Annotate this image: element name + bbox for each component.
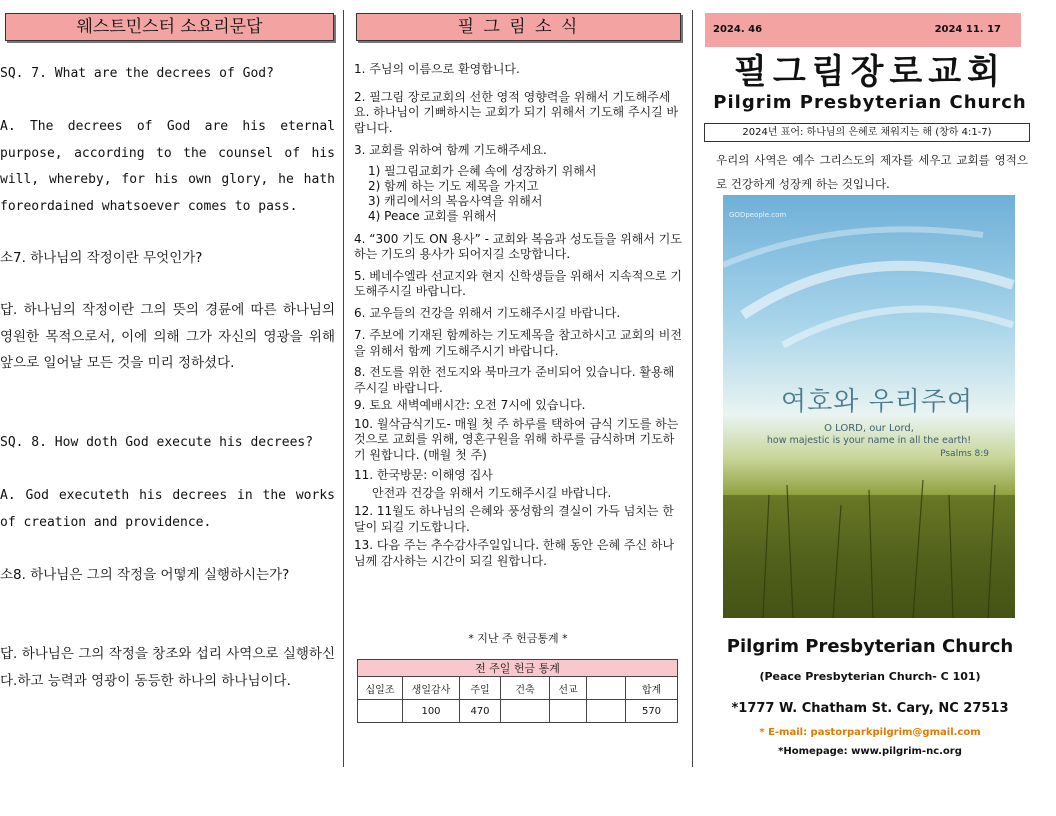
- table-header-cell: 선교: [550, 677, 587, 700]
- table-header-cell: 합계: [626, 677, 678, 700]
- q8-english: SQ. 8. How doth God execute his decrees?: [0, 435, 314, 450]
- photo-verse-line1: O LORD, our Lord,: [824, 423, 914, 434]
- footer-church-name: Pilgrim Presbyterian Church: [726, 636, 1014, 657]
- news-list: [354, 62, 682, 569]
- news-item-2: 2. 필그림 장로교회의 선한 영적 영향력을 위해서 기도해주세요. 하나님이 기뻐하시는 교회가 되기 위해서 기도해 주시길 바랍니다.: [354, 89, 679, 135]
- motto-text: 2024년 표어: 하나님의 은혜로 채워지는 해 (창하 4:1-7): [742, 127, 992, 138]
- table-header-cell: [587, 677, 626, 700]
- news-item-12: 12. 11월도 하나님의 은혜와 풍성함의 결실이 가득 넘치는 한 달이 되길 기도합니다.: [354, 504, 674, 534]
- issue-date: 2024 11. 17: [934, 24, 1001, 35]
- news-item-5: 5. 베네수엘라 선교지와 현지 신학생들을 위해서 지속적으로 기도해주시길 바랍니다.: [354, 268, 682, 298]
- motto-box: [704, 123, 1030, 142]
- cover-photo: [723, 195, 1015, 618]
- a7-english: A. The decrees of God are his eternal purpose, according to the counsel of his will, whereby, for his own glory, he hath foreordained whatsoever comes to pass.: [0, 119, 335, 214]
- table-value-cell: 570: [626, 700, 678, 723]
- news-item-4: 4. “300 기도 ON 용사” - 교회와 복음과 성도들을 위해서 기도하는 기도의 용사가 되어지길 소망합니다.: [354, 231, 682, 261]
- table-value-cell: [358, 700, 403, 723]
- footer-subtitle: (Peace Presbyterian Church- C 101): [759, 670, 981, 683]
- mission-statement: 우리의 사역은 예수 그리스도의 제자를 세우고 교회를 영적으로 건강하게 성장케 하는 것입니다.: [716, 153, 1028, 191]
- offering-table-caption: 전 주일 헌금 통계: [358, 660, 678, 677]
- church-name-korean: 필그림장로교회: [734, 52, 1006, 92]
- news-title-box: [356, 13, 681, 41]
- column-divider-right: [692, 10, 693, 767]
- table-header-cell: 십일조: [358, 677, 403, 700]
- news-item-8: 8. 전도를 위한 전도지와 북마크가 준비되어 있습니다. 활용해 주시길 바랍니다.: [354, 365, 675, 395]
- news-subitem-3: 3) 캐리에서의 복음사역을 위해서: [368, 193, 543, 208]
- news-item-10: 10. 월삭금식기도- 매월 첫 주 하루를 택하여 금식 기도를 하는 것으로 교회를 위해, 영혼구원을 위해 하루를 금식하며 기도하기 원합니다. (매월 첫 주): [354, 416, 679, 462]
- table-header-cell: 주일: [460, 677, 501, 700]
- news-item-13: 13. 다음 주는 추수감사주일입니다. 한해 동안 은혜 주신 하나님께 감사하는 시간이 되길 원합니다.: [354, 538, 675, 568]
- table-value-cell: [501, 700, 550, 723]
- q7-korean: 소7. 하나님의 작정이란 무엇인가?: [0, 250, 203, 266]
- a8-english: A. God executeth his decrees in the works of creation and providence.: [0, 488, 335, 530]
- issue-date-banner: [705, 13, 1021, 47]
- offering-note: * 지난 주 헌금통계 *: [468, 632, 568, 645]
- catechism-title: 웨스트민스터 소요리문답: [76, 17, 263, 37]
- news-item-11-detail: 안전과 건강을 위해서 기도해주시길 바랍니다.: [372, 485, 612, 500]
- photo-verse-ref: Psalms 8:9: [940, 449, 989, 459]
- homepage-link[interactable]: *Homepage: www.pilgrim-nc.org: [778, 746, 962, 757]
- email-link[interactable]: * E-mail: pastorparkpilgrim@gmail.com: [759, 727, 981, 738]
- church-address: *1777 W. Chatham St. Cary, NC 27513: [731, 701, 1009, 716]
- table-header-cell: 건축: [501, 677, 550, 700]
- photo-verse-line2: how majestic is your name in all the earth!: [766, 435, 972, 446]
- photo-calligraphy: 여호와 우리주여: [781, 387, 974, 417]
- news-item-9: 9. 토요 새벽예배시간: 오전 7시에 있습니다.: [354, 398, 586, 412]
- news-item-7: 7. 주보에 기재된 함께하는 기도제목을 참고하시고 교회의 비전을 위해서 함께 기도해주시기 바랍니다.: [354, 328, 682, 358]
- table-value-cell: [587, 700, 626, 723]
- catechism-title-box: [5, 13, 334, 41]
- table-header-cell: 생일감사: [403, 677, 460, 700]
- news-item-6: 6. 교우들의 건강을 위해서 기도해주시길 바랍니다.: [354, 305, 621, 320]
- table-value-cell: 100: [403, 700, 460, 723]
- news-item-1: 1. 주님의 이름으로 환영합니다.: [354, 62, 520, 76]
- a7-korean: 답. 하나님의 작정이란 그의 뜻의 경륜에 따른 하나님의 영원한 목적으로서, 이에 의해 그가 자신의 영광을 위해 앞으로 일어날 모든 것을 미리 정하셨다.: [0, 302, 335, 371]
- a8-korean: 답. 하나님은 그의 작정을 창조와 섭리 사역으로 실행하신다.하고 능력과 영광이 동등한 하나의 하나님이다.: [0, 646, 335, 689]
- news-item-11: 11. 한국방문: 이해영 집사: [354, 468, 493, 482]
- offering-table: [357, 659, 678, 723]
- table-value-cell: 470: [460, 700, 501, 723]
- photo-watermark: GODpeople.com: [729, 211, 787, 219]
- q8-korean: 소8. 하나님은 그의 작정을 어떻게 실행하시는가?: [0, 567, 290, 583]
- church-name-english: Pilgrim Presbyterian Church: [713, 92, 1027, 113]
- news-subitem-1: 1) 필그림교회가 은혜 속에 성장하기 위해서: [368, 163, 597, 178]
- column-divider-left: [343, 10, 344, 767]
- table-value-cell: [550, 700, 587, 723]
- issue-number: 2024. 46: [713, 24, 763, 35]
- news-title: 필 그 림 소 식: [457, 17, 580, 37]
- news-item-3: 3. 교회를 위하여 함께 기도해주세요.: [354, 143, 547, 157]
- q7-english: SQ. 7. What are the decrees of God?: [0, 66, 274, 81]
- news-subitem-4: 4) Peace 교회를 위해서: [368, 208, 497, 223]
- news-subitem-2: 2) 함께 하는 기도 제목을 가지고: [368, 178, 539, 193]
